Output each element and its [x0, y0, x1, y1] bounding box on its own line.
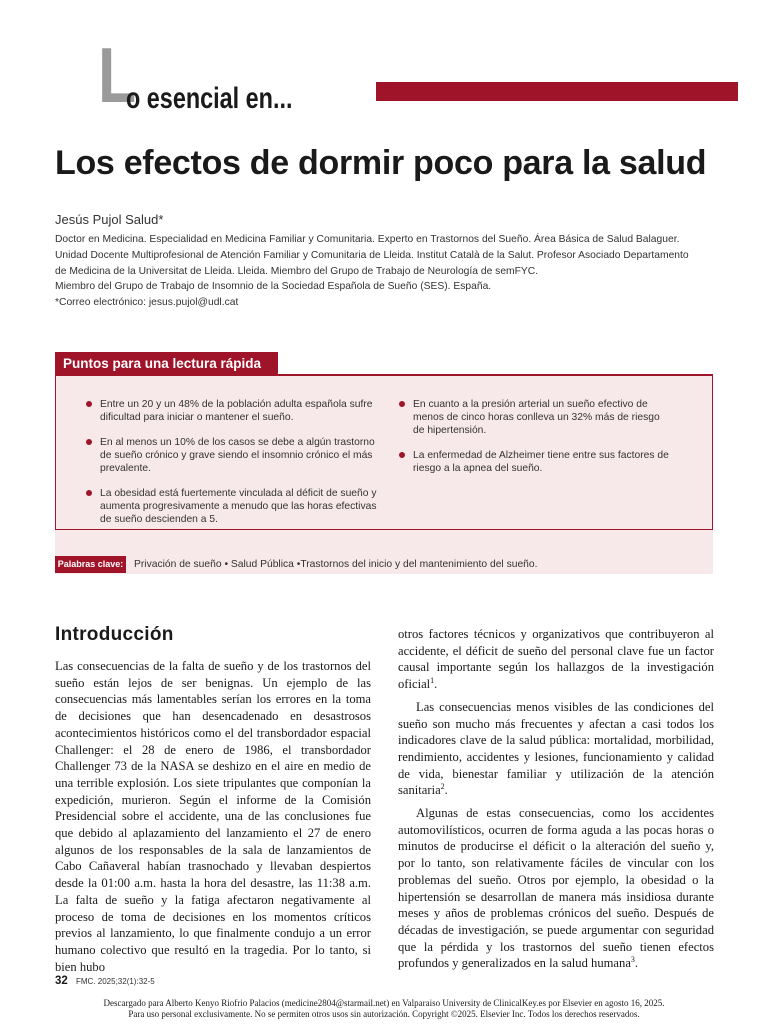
bullet-item — [86, 398, 386, 424]
affiliation-email: *Correo electrónico: jesus.pujol@udl.cat — [55, 297, 239, 309]
download-notice-line: Descargado para Alberto Kenyo Riofrio Palacios (medicine2804@starmail.net) en Valparaiso University de ClinicalKey.es por Elsevier en agosto 16, 2025. — [103, 998, 665, 1008]
bullet-item — [399, 398, 669, 437]
paragraph-text: Algunas de estas consecuencias, como los accidentes automovilísticos, ocurren de forma aguda a las pocas horas o minutos de producirse el déficit o la alteración del sueño y, por lo tanto, son relativamente fáciles de vincular con los problemas del sueño. Otros por ejemplo, la obesidad o la hipertensión se desarrollan de manera más insidiosa durante meses y años de problemas crónicos del sueño. Después de décadas de investigación, se puede argumentar con seguridad que la pérdida y los trastornos del sueño tienen efectos profundos y generalizados en la salud humana — [398, 806, 714, 971]
quick-read-right-column — [399, 398, 669, 487]
bullet-dot-icon — [86, 401, 92, 407]
body-paragraph — [398, 805, 714, 972]
body-column-left — [55, 658, 371, 975]
bullet-item — [86, 487, 386, 526]
paragraph-text: Las consecuencias menos visibles de las condiciones del sueño son mucho más frecuentes y afectan a casi todos los indicadores clave de la salud pública: mortalidad, morbilidad, rendimiento, accidentes y lesiones, funcionamiento y calidad de vida, bienestar familiar y utilización de la atención sanitaria — [398, 699, 714, 798]
section-initial: L — [98, 31, 137, 119]
bullet-text: La enfermedad de Alzheimer tiene entre sus factores de riesgo a la apnea del sueño. — [413, 450, 669, 474]
reference-marker[interactable]: 3 — [630, 955, 635, 965]
author-name: Jesús Pujol Salud* — [55, 212, 164, 227]
body-paragraph — [398, 699, 714, 799]
reference-marker[interactable]: 2 — [440, 782, 445, 792]
bullet-dot-icon — [399, 452, 405, 458]
body-column-right — [398, 626, 714, 972]
section-title-rest: o esencial en... — [126, 82, 293, 115]
paragraph-text: otros factores técnicos y organizativos que contribuyeron al accidente, el déficit de sueño del personal clave fue un factor causal importante según los hallazgos de la investigación oficial — [398, 627, 714, 692]
intro-heading: Introducción — [55, 624, 174, 645]
quick-read-left-column — [86, 398, 386, 538]
body-paragraph — [398, 626, 714, 693]
quick-read-body — [55, 376, 713, 530]
bullet-dot-icon — [86, 490, 92, 496]
keywords-text: Privación de sueño • Salud Pública •Trastornos del inicio y del mantenimiento del sueño. — [134, 559, 538, 570]
paragraph-period: . — [634, 956, 639, 971]
keywords-label: Palabras clave: — [55, 556, 126, 573]
section-accent-bar — [376, 82, 738, 101]
affiliation-line: Unidad Docente Multiprofesional de Atención Familiar y Comunitaria de Lleida. Institut Català de la Salut. Profesor Asociado Departamento — [55, 249, 689, 261]
affiliation-line: Doctor en Medicina. Especialidad en Medicina Familiar y Comunitaria. Experto en Trastornos del Sueño. Área Básica de Salud Balaguer. — [55, 234, 680, 245]
bullet-text: Entre un 20 y un 48% de la población adulta española sufre dificultad para iniciar o mantener el sueño. — [100, 399, 373, 423]
article-title: Los efectos de dormir poco para la salud — [55, 144, 707, 182]
download-notice — [0, 998, 768, 1019]
affiliation-line: Miembro del Grupo de Trabajo de Insomnio de la Sociedad Española de Sueño (SES). España. — [55, 281, 492, 293]
keywords-row — [55, 530, 713, 574]
affiliation-line: de Medicina de la Universitat de Lleida. Lleida. Miembro del Grupo de Trabajo de Neurología de semFYC. — [55, 265, 539, 277]
reference-marker[interactable]: 1 — [430, 675, 435, 685]
bullet-dot-icon — [86, 439, 92, 445]
paragraph-period: . — [434, 677, 438, 692]
body-paragraph: Las consecuencias de la falta de sueño y de los trastornos del sueño están lejos de ser benignas. Un ejemplo de las consecuencias más lamentables serían los errores en la toma de decisiones que han desencadenado en desastrosos acontecimientos históricos como el del transbordador espacial Challenger: el 28 de enero de 1986, el transbordador Challenger 73 de la NASA se deshizo en el aire en medio de una terrible explosión. Los siete tripulantes que componían la expedición, murieron. Según el informe de la Comisión Presidencial sobre el accidente, una de las conclusiones fue que debido al aplazamiento del lanzamiento el 27 de enero algunos de los responsables de la sala de lanzamientos de Cabo Cañaveral habían trasnochado y llevaban despiertos desde la 01:00 a.m. hasta la hora del desastre, las 11:38 a.m. La falta de sueño y la fatiga afectaron negativamente al proceso de toma de decisiones en los momentos críticos previos al lanzamiento, lo que finalmente condujo a un error humano colectivo que resultó en la tragedia. Por lo tanto, si bien hubo — [55, 659, 371, 974]
bullet-item — [86, 436, 386, 475]
bullet-dot-icon — [399, 401, 405, 407]
bullet-text: En cuanto a la presión arterial un sueño efectivo de menos de cinco horas conlleva un 32% más de riesgo de hipertensión. — [413, 399, 660, 436]
bullet-text: En al menos un 10% de los casos se debe a algún trastorno de sueño crónico y grave siendo el insomnio crónico el más prevalente. — [100, 437, 375, 474]
section-header — [98, 31, 738, 119]
page-number: 32 — [55, 975, 68, 987]
journal-citation: FMC. 2025;32(1):32-5 — [76, 977, 155, 986]
bullet-item — [399, 449, 669, 475]
download-notice-line: Para uso personal exclusivamente. No se permiten otros usos sin autorización. Copyright ©2025. Elsevier Inc. Todos los derechos reservados. — [128, 1008, 640, 1019]
paragraph-period: . — [444, 783, 448, 798]
bullet-text: La obesidad está fuertemente vinculada al déficit de sueño y aumenta progresivamente a menudo que las horas efectivas de sueño descienden a 5. — [100, 488, 377, 525]
quick-read-box — [55, 352, 713, 574]
quick-read-heading: Puntos para una lectura rápida — [55, 352, 278, 375]
affiliation — [55, 232, 715, 311]
